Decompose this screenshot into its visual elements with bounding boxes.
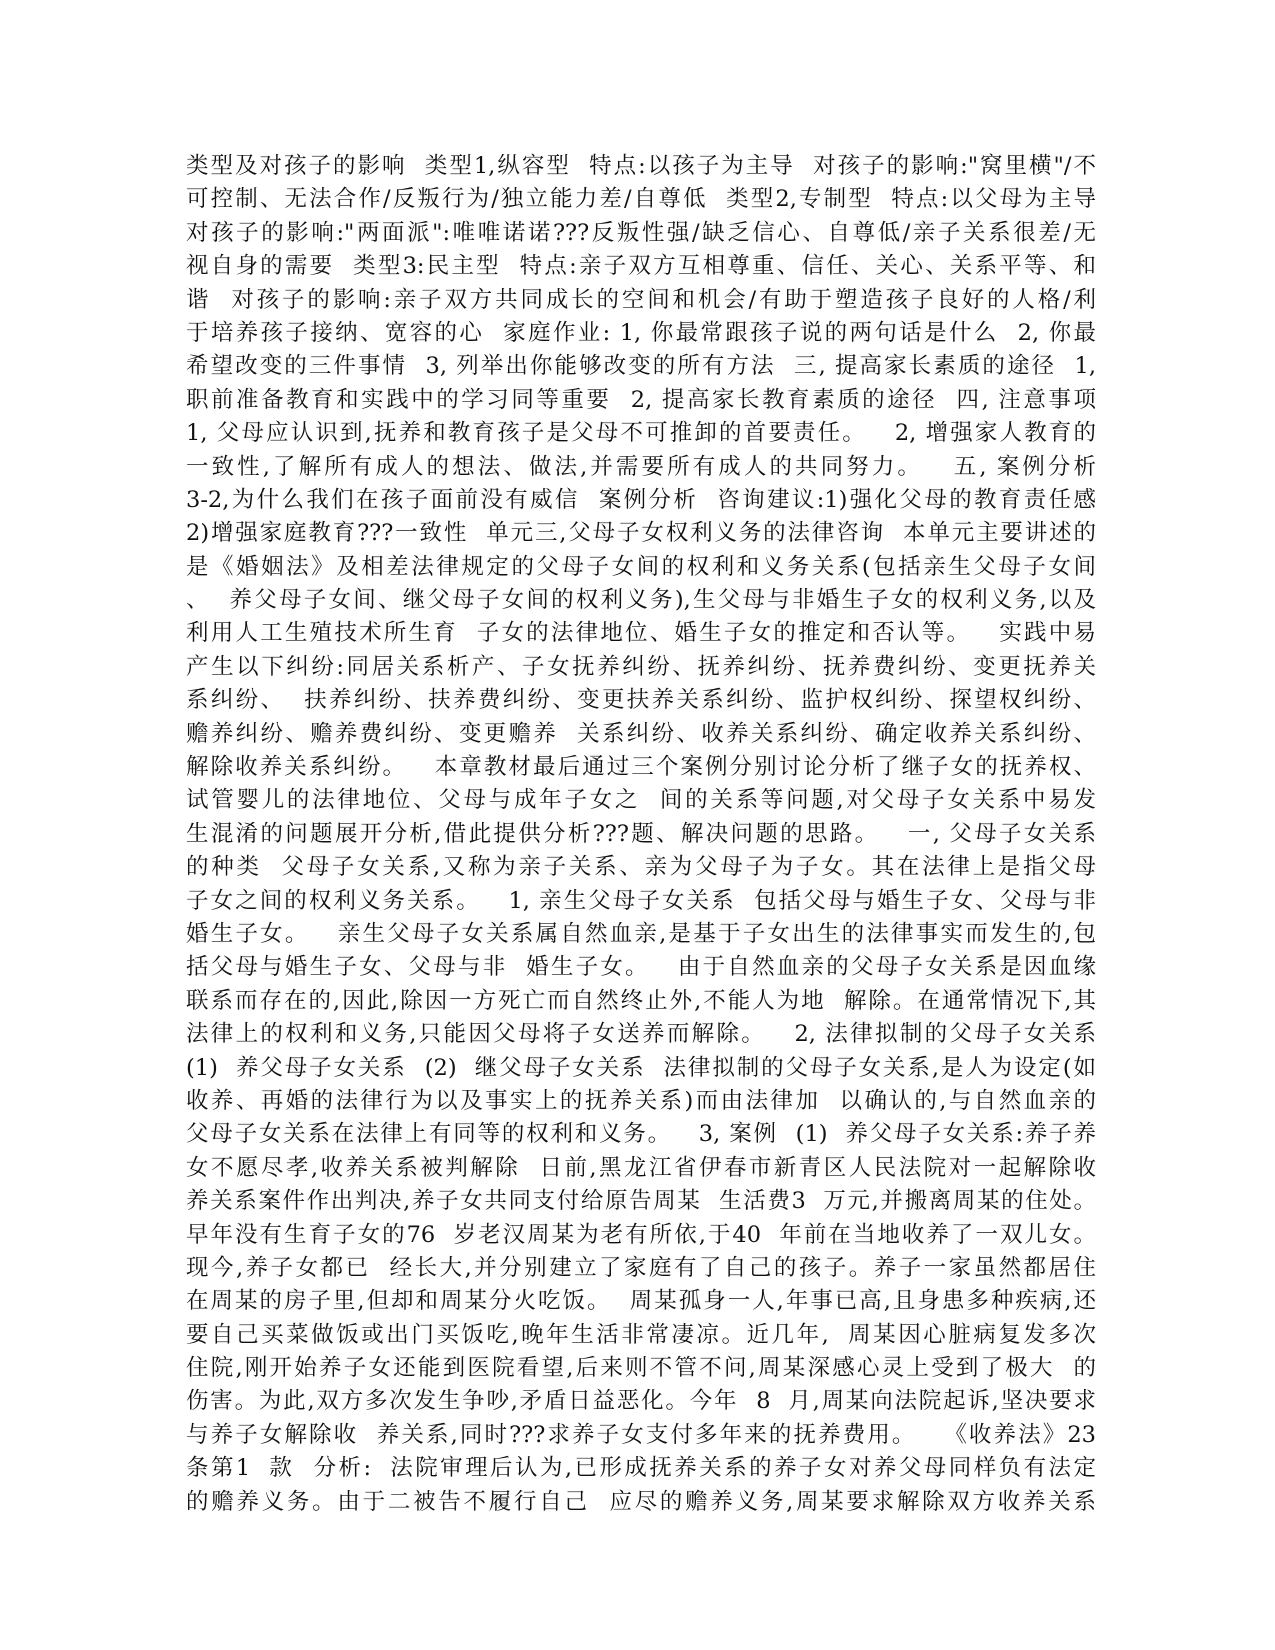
text-line: 住院,刚开始养子女还能到医院看望,后来则不管不问,周某深感心灵上受到了极大 的	[186, 1355, 1096, 1382]
text-line: 括父母与婚生子女、父母与非 婚生子女。 由于自然血亲的父母子女关系是因血缘	[186, 954, 1096, 981]
text-line: 法律上的权利和义务,只能因父母将子女送养而解除。 2, 法律拟制的父母子女关系	[186, 1021, 1096, 1048]
text-line: 与养子女解除收 养关系,同时???求养子女支付多年来的抚养费用。 《收养法》23	[186, 1421, 1096, 1448]
text-line: 3-2,为什么我们在孩子面前没有威信 案例分析 咨询建议:1)强化父母的教育责任感	[186, 486, 1096, 513]
text-line: 的种类 父母子女关系,又称为亲子关系、亲为父母子为子女。其在法律上是指父母	[186, 854, 1096, 881]
text-line: 早年没有生育子女的76 岁老汉周某为老有所依,于40 年前在当地收养了一双儿女。	[186, 1221, 1096, 1248]
text-line: 职前准备教育和实践中的学习同等重要 2, 提高家长教育素质的途径 四, 注意事项	[186, 386, 1096, 413]
text-line: 试管婴儿的法律地位、父母与成年子女之 间的关系等问题,对父母子女关系中易发	[186, 787, 1096, 814]
text-line: 可控制、无法合作/反叛行为/独立能力差/自尊低 类型2,专制型 特点:以父母为主导	[186, 186, 1096, 213]
body-text	[186, 150, 1096, 1519]
text-line: 于培养孩子接纳、宽容的心 家庭作业: 1, 你最常跟孩子说的两句话是什么 2, 你最	[186, 319, 1096, 346]
text-line: 子女之间的权利义务关系。 1, 亲生父母子女关系 包括父母与婚生子女、父母与非	[186, 887, 1096, 914]
text-line: 女不愿尽孝,收养关系被判解除 日前,黑龙江省伊春市新青区人民法院对一起解除收	[186, 1154, 1096, 1181]
text-line: 一致性,了解所有成人的想法、做法,并需要所有成人的共同努力。 五, 案例分析	[186, 453, 1096, 480]
text-line: 对孩子的影响:"两面派":唯唯诺诺???反叛性强/缺乏信心、自尊低/亲子关系很差/无	[186, 219, 1096, 246]
text-line: 的赡养义务。由于二被告不履行自己 应尽的赡养义务,周某要求解除双方收养关系	[186, 1488, 1096, 1515]
text-line: 生混淆的问题展开分析,借此提供分析???题、解决问题的思路。 一, 父母子女关系	[186, 820, 1096, 847]
text-line: 要自己买菜做饭或出门买饭吃,晚年生活非常凄凉。近几年, 周某因心脏病复发多次	[186, 1321, 1096, 1348]
text-line: 2)增强家庭教育???一致性 单元三,父母子女权利义务的法律咨询 本单元主要讲述的	[186, 520, 1096, 547]
text-line: 条第1 款 分析: 法院审理后认为,已形成抚养关系的养子女对养父母同样负有法定	[186, 1455, 1096, 1482]
text-line: 1, 父母应认识到,抚养和教育孩子是父母不可推卸的首要责任。 2, 增强家人教育的	[186, 420, 1096, 447]
text-line: 、 养父母子女间、继父母子女间的权利义务),生父母与非婚生子女的权利义务,以及	[186, 587, 1096, 614]
text-line: 是《婚姻法》及相差法律规定的父母子女间的权利和义务关系(包括亲生父母子女间	[186, 553, 1096, 580]
text-line: 联系而存在的,因此,除因一方死亡而自然终止外,不能人为地 解除。在通常情况下,其	[186, 987, 1096, 1014]
text-line: 养关系案件作出判决,养子女共同支付给原告周某 生活费3 万元,并搬离周某的住处。	[186, 1188, 1096, 1215]
text-line: 希望改变的三件事情 3, 列举出你能够改变的所有方法 三, 提高家长素质的途径 1,	[186, 353, 1096, 380]
text-line: (1) 养父母子女关系 (2) 继父母子女关系 法律拟制的父母子女关系,是人为设定(如	[186, 1054, 1096, 1081]
text-line: 解除收养关系纠纷。 本章教材最后通过三个案例分别讨论分析了继子女的抚养权、	[186, 754, 1096, 781]
text-line: 现今,养子女都已 经长大,并分别建立了家庭有了自己的孩子。养子一家虽然都居住	[186, 1254, 1096, 1281]
text-line: 视自身的需要 类型3:民主型 特点:亲子双方互相尊重、信任、关心、关系平等、和	[186, 253, 1096, 280]
text-line: 谐 对孩子的影响:亲子双方共同成长的空间和机会/有助于塑造孩子良好的人格/利	[186, 286, 1096, 313]
text-line: 收养、再婚的法律行为以及事实上的抚养关系)而由法律加 以确认的,与自然血亲的	[186, 1087, 1096, 1114]
text-line: 伤害。为此,双方多次发生争吵,矛盾日益恶化。今年 8 月,周某向法院起诉,坚决要求	[186, 1388, 1096, 1415]
text-line: 类型及对孩子的影响 类型1,纵容型 特点:以孩子为主导 对孩子的影响:"窝里横"/不	[186, 153, 1096, 179]
text-line: 系纠纷、 扶养纠纷、扶养费纠纷、变更扶养关系纠纷、监护权纠纷、探望权纠纷、	[186, 687, 1096, 714]
text-line: 婚生子女。 亲生父母子女关系属自然血亲,是基于子女出生的法律事实而发生的,包	[186, 920, 1096, 947]
text-line: 赡养纠纷、赡养费纠纷、变更赡养 关系纠纷、收养关系纠纷、确定收养关系纠纷、	[186, 720, 1096, 747]
text-line: 利用人工生殖技术所生育 子女的法律地位、婚生子女的推定和否认等。 实践中易	[186, 620, 1096, 647]
text-line: 在周某的房子里,但却和周某分火吃饭。 周某孤身一人,年事已高,且身患多种疾病,还	[186, 1288, 1096, 1315]
text-line: 产生以下纠纷:同居关系析产、子女抚养纠纷、抚养纠纷、抚养费纠纷、变更抚养关	[186, 653, 1096, 680]
text-line: 父母子女关系在法律上有同等的权利和义务。 3, 案例 (1) 养父母子女关系:养子养	[186, 1121, 1096, 1148]
